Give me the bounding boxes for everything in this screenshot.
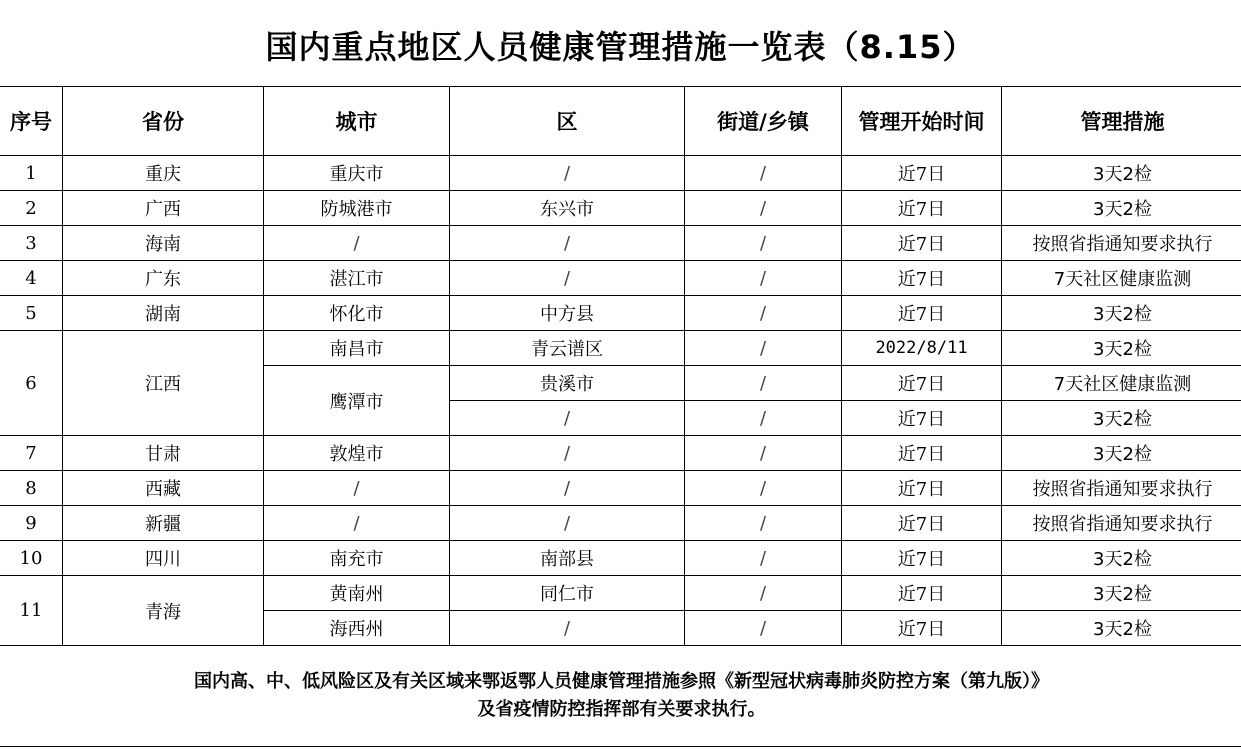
cell-city: 怀化市 [264, 296, 450, 331]
cell-seq: 9 [0, 506, 63, 541]
cell-street: / [685, 296, 842, 331]
cell-start-time: 近7日 [842, 191, 1002, 226]
cell-province: 甘肃 [63, 436, 264, 471]
cell-seq: 11 [0, 576, 63, 646]
cell-measure: 3天2检 [1002, 191, 1241, 226]
cell-seq: 10 [0, 541, 63, 576]
table-row [0, 261, 1241, 296]
header-seq: 序号 [0, 87, 63, 156]
cell-measure: 按照省指通知要求执行 [1002, 506, 1241, 541]
cell-street: / [685, 366, 842, 401]
cell-start-time: 近7日 [842, 401, 1002, 436]
cell-city: / [264, 506, 450, 541]
table-row [0, 436, 1241, 471]
health-measures-table [0, 86, 1241, 747]
cell-start-time: 近7日 [842, 436, 1002, 471]
cell-street: / [685, 261, 842, 296]
page-title: 国内重点地区人员健康管理措施一览表（8.15） [265, 28, 976, 66]
cell-city: / [264, 226, 450, 261]
cell-seq: 7 [0, 436, 63, 471]
cell-district: 同仁市 [450, 576, 685, 611]
table-row [0, 156, 1241, 191]
cell-province: 青海 [63, 576, 264, 646]
cell-street: / [685, 401, 842, 436]
cell-district: / [450, 471, 685, 506]
cell-street: / [685, 541, 842, 576]
header-measure: 管理措施 [1002, 87, 1241, 156]
cell-street: / [685, 471, 842, 506]
cell-province: 广东 [63, 261, 264, 296]
cell-district: 贵溪市 [450, 366, 685, 401]
header-province: 省份 [63, 87, 264, 156]
cell-city: 鹰潭市 [264, 366, 450, 436]
cell-start-time: 近7日 [842, 226, 1002, 261]
cell-street: / [685, 611, 842, 646]
cell-district: 中方县 [450, 296, 685, 331]
cell-district: / [450, 156, 685, 191]
cell-city: 防城港市 [264, 191, 450, 226]
cell-measure: 7天社区健康监测 [1002, 261, 1241, 296]
cell-street: / [685, 576, 842, 611]
cell-street: / [685, 436, 842, 471]
cell-province: 广西 [63, 191, 264, 226]
cell-measure: 3天2检 [1002, 576, 1241, 611]
cell-district: / [450, 611, 685, 646]
cell-measure: 3天2检 [1002, 541, 1241, 576]
cell-district: / [450, 401, 685, 436]
cell-street: / [685, 156, 842, 191]
cell-start-time: 近7日 [842, 541, 1002, 576]
header-district: 区 [450, 87, 685, 156]
cell-province: 西藏 [63, 471, 264, 506]
cell-district: / [450, 436, 685, 471]
cell-city: 黄南州 [264, 576, 450, 611]
cell-district: / [450, 506, 685, 541]
cell-seq: 4 [0, 261, 63, 296]
cell-district: 东兴市 [450, 191, 685, 226]
table-row [0, 331, 1241, 366]
cell-start-time: 近7日 [842, 471, 1002, 506]
cell-district: / [450, 226, 685, 261]
table-row [0, 576, 1241, 611]
cell-city: 重庆市 [264, 156, 450, 191]
footer-line-2: 及省疫情防控指挥部有关要求执行。 [477, 699, 766, 720]
header-city: 城市 [264, 87, 450, 156]
cell-start-time: 近7日 [842, 576, 1002, 611]
table-row [0, 506, 1241, 541]
table-row [0, 191, 1241, 226]
cell-start-time: 近7日 [842, 506, 1002, 541]
cell-measure: 3天2检 [1002, 611, 1241, 646]
cell-seq: 1 [0, 156, 63, 191]
footer-row [0, 646, 1241, 747]
cell-seq: 3 [0, 226, 63, 261]
cell-city: 敦煌市 [264, 436, 450, 471]
cell-street: / [685, 226, 842, 261]
cell-city: / [264, 471, 450, 506]
cell-measure: 3天2检 [1002, 296, 1241, 331]
cell-start-time: 近7日 [842, 611, 1002, 646]
table-header-row [0, 87, 1241, 156]
table-row [0, 541, 1241, 576]
footer-line-1: 国内高、中、低风险区及有关区域来鄂返鄂人员健康管理措施参照《新型冠状病毒肺炎防控方案（第九版）》 [194, 671, 1049, 692]
table-row [0, 471, 1241, 506]
cell-street: / [685, 506, 842, 541]
cell-measure: 3天2检 [1002, 401, 1241, 436]
cell-city: 湛江市 [264, 261, 450, 296]
cell-start-time: 近7日 [842, 156, 1002, 191]
cell-city: 南充市 [264, 541, 450, 576]
cell-seq: 6 [0, 331, 63, 436]
table-row [0, 226, 1241, 261]
cell-city: 海西州 [264, 611, 450, 646]
cell-measure: 按照省指通知要求执行 [1002, 471, 1241, 506]
cell-city: 南昌市 [264, 331, 450, 366]
cell-province: 湖南 [63, 296, 264, 331]
cell-street: / [685, 191, 842, 226]
cell-seq: 5 [0, 296, 63, 331]
cell-seq: 2 [0, 191, 63, 226]
cell-measure: 按照省指通知要求执行 [1002, 226, 1241, 261]
cell-measure: 3天2检 [1002, 331, 1241, 366]
cell-province: 新疆 [63, 506, 264, 541]
cell-district: / [450, 261, 685, 296]
cell-measure: 7天社区健康监测 [1002, 366, 1241, 401]
cell-start-time: 2022/8/11 [842, 331, 1002, 366]
cell-province: 四川 [63, 541, 264, 576]
cell-seq: 8 [0, 471, 63, 506]
cell-measure: 3天2检 [1002, 436, 1241, 471]
cell-street: / [685, 331, 842, 366]
cell-start-time: 近7日 [842, 261, 1002, 296]
footer-note [0, 646, 1241, 747]
cell-district: 青云谱区 [450, 331, 685, 366]
cell-measure: 3天2检 [1002, 156, 1241, 191]
cell-province: 江西 [63, 331, 264, 436]
header-start-time: 管理开始时间 [842, 87, 1002, 156]
table-row [0, 296, 1241, 331]
cell-province: 重庆 [63, 156, 264, 191]
cell-start-time: 近7日 [842, 366, 1002, 401]
cell-start-time: 近7日 [842, 296, 1002, 331]
cell-district: 南部县 [450, 541, 685, 576]
header-street: 街道/乡镇 [685, 87, 842, 156]
cell-province: 海南 [63, 226, 264, 261]
